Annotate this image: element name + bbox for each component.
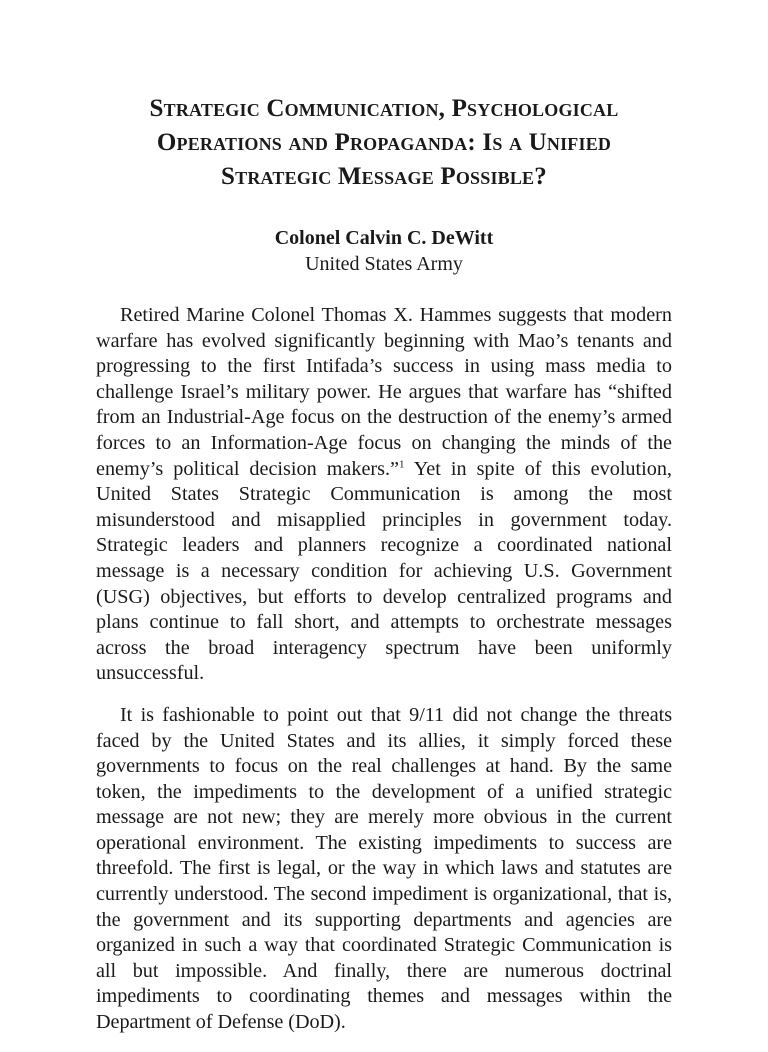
footnote-ref-1[interactable]: 1 <box>399 457 405 470</box>
document-page <box>96 92 672 1052</box>
author-affiliation: United States Army <box>305 253 463 275</box>
paragraph-2: It is fashionable to point out that 9/11 did not change the threats faced by the United States and its allies, it simply forced these governments to focus on the real challenges at hand. By the same token, the impediments to the development of a unified strategic message are not new; they are merely more obvious in the current operational environment. The existing impediments to success are threefold. The first is legal, or the way in which laws and statutes are currently understood. The second impediment is organizational, that is, the government and its supporting departments and agencies are organized in such a way that coordinated Strategic Communication is all but impossible. And finally, there are numerous doctrinal impediments to coordinating themes and messages within the Department of Defense (DoD). <box>96 703 672 1034</box>
article-title <box>96 92 672 194</box>
author-block <box>96 225 672 277</box>
title-line-2: Operations and Propaganda: Is a Unified <box>156 129 612 156</box>
article-body <box>96 303 672 1036</box>
paragraph-1-text-a: Retired Marine Colonel Thomas X. Hammes suggests that modern warfare has evolved significantly beginning with Mao’s tenants and progressing to the first Intifada’s success in using mass media to challenge Israel’s military power. He argues that warfare has “shifted from an Industrial-Age focus on the destruction of the enemy’s armed forces to an Information-Age focus on changing the minds of the enemy’s political decision makers.” <box>96 304 672 480</box>
paragraph-1-text-b: Yet in spite of this evolution, United States Strategic Communication is among the most misunderstood and misapplied principles in government today. Strategic leaders and planners recognize a coordinated national message is a necessary condition for achieving U.S. Government (USG) objectives, but efforts to develop centralized programs and plans continue to fall short, and attempts to orchestrate messages across the broad interagency spectrum have been uniformly unsuccessful. <box>96 457 672 685</box>
title-line-3: Strategic Message Possible? <box>221 163 547 190</box>
paragraph-1 <box>96 303 672 687</box>
title-line-1: Strategic Communication, Psychological <box>149 95 619 122</box>
author-name: Colonel Calvin C. DeWitt <box>274 227 494 249</box>
